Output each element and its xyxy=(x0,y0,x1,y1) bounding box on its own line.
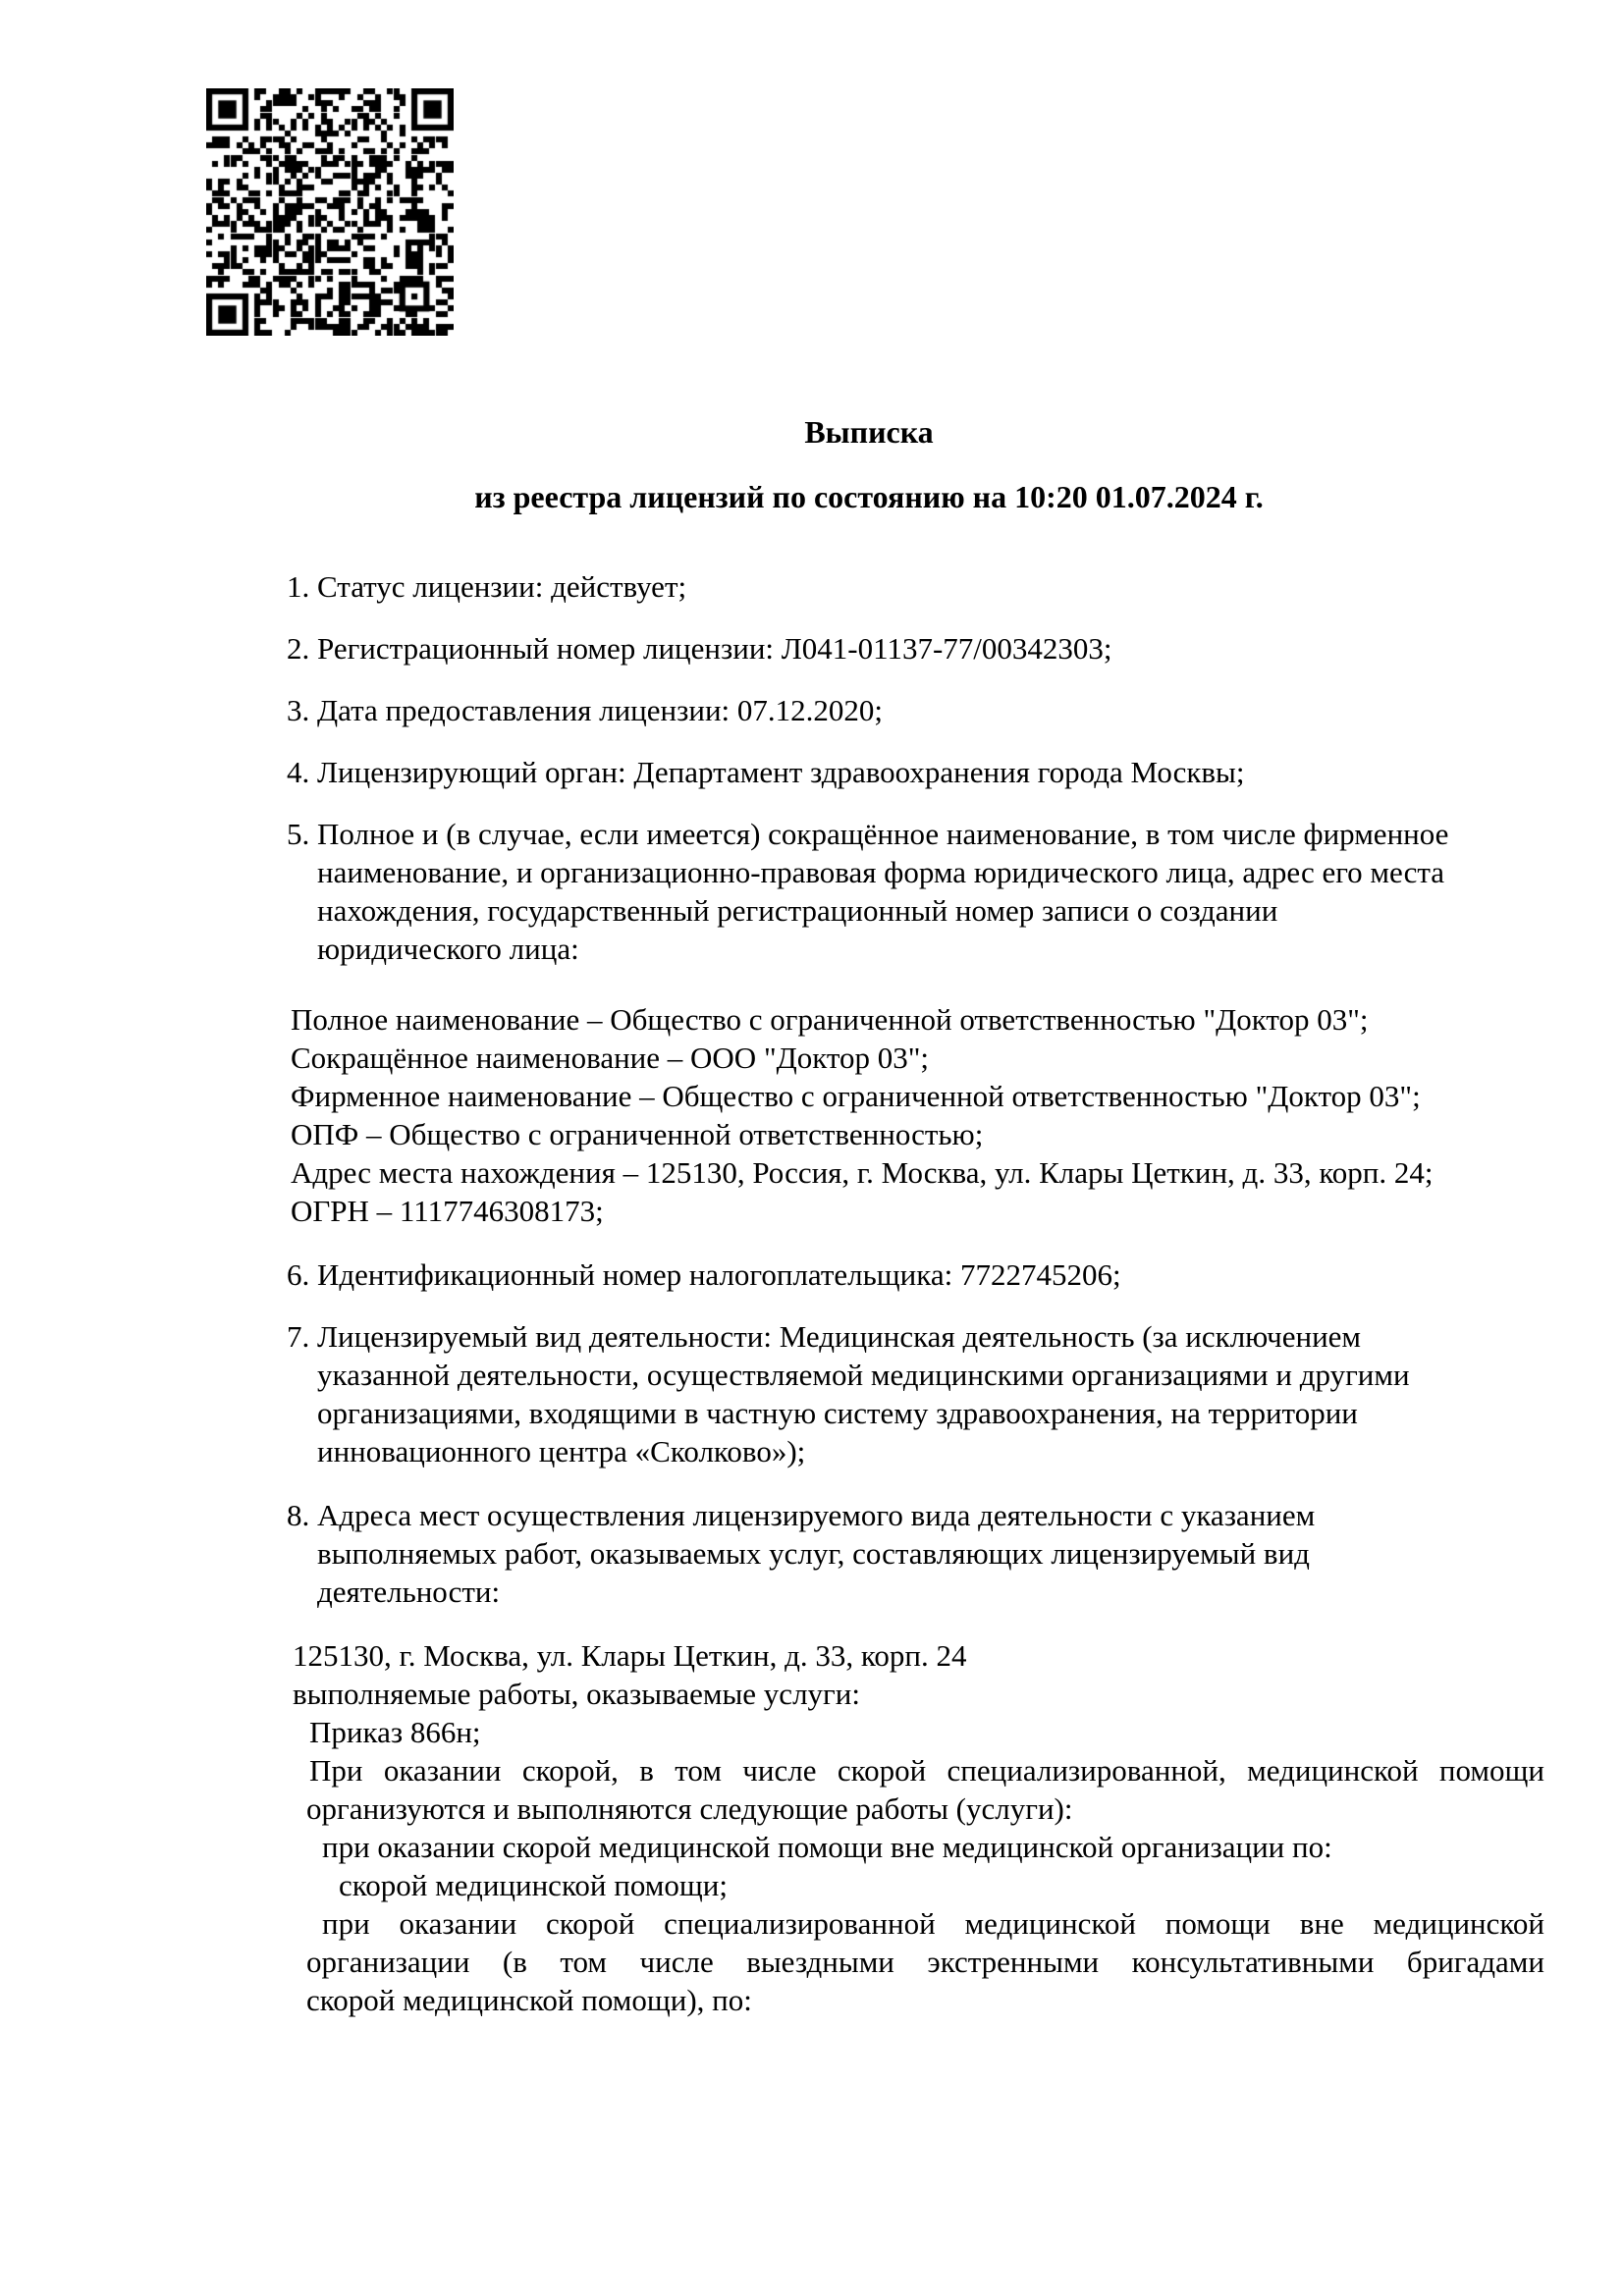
text-line: 4. Лицензирующий орган: Департамент здравоохранения города Москвы; xyxy=(287,755,1245,789)
text-line: деятельности: xyxy=(317,1575,501,1609)
text-line: Сокращённое наименование – ООО "Доктор 03"; xyxy=(291,1041,930,1075)
text-line: выполняемых работ, оказываемых услуг, составляющих лицензируемый вид xyxy=(317,1536,1310,1571)
text-line: при оказании скорой медицинской помощи вне медицинской организации по: xyxy=(322,1830,1332,1864)
text-line: Фирменное наименование – Общество с ограниченной ответственностью "Доктор 03"; xyxy=(291,1079,1421,1113)
licensed-activity-item xyxy=(0,1317,1624,1470)
text-line: наименование, и организационно-правовая форма юридического лица, адрес его места xyxy=(317,855,1445,889)
text-line: ОПФ – Общество с ограниченной ответственностью; xyxy=(291,1117,984,1151)
taxpayer-number-item xyxy=(0,1255,1624,1294)
works-services-block xyxy=(0,1636,1624,2019)
text-line: скорой медицинской помощи), по: xyxy=(306,1983,752,2017)
document-title: Выписка xyxy=(804,414,934,450)
qr-code-icon xyxy=(206,88,454,336)
text-line: нахождения, государственный регистрационный номер записи о создании xyxy=(317,893,1278,928)
text-line: организациями, входящими в частную систему здравоохранения, на территории xyxy=(317,1396,1358,1430)
grant-date-item xyxy=(0,691,1624,729)
text-line: 7. Лицензируемый вид деятельности: Медицинская деятельность (за исключением xyxy=(287,1319,1362,1354)
text-line: 3. Дата предоставления лицензии: 07.12.2020; xyxy=(287,693,884,727)
text-line: выполняемые работы, оказываемые услуги: xyxy=(293,1677,860,1711)
text-line: юридического лица: xyxy=(317,932,579,966)
registration-number-item xyxy=(0,629,1624,667)
licensing-authority-item xyxy=(0,753,1624,791)
text-line: Адрес места нахождения – 125130, Россия, г. Москва, ул. Клары Цеткин, д. 33, корп. 24; xyxy=(291,1155,1434,1190)
text-line: 2. Регистрационный номер лицензии: Л041-01137-77/00342303; xyxy=(287,631,1112,666)
text-line: ОГРН – 1117746308173; xyxy=(291,1194,604,1228)
text-line: 1. Статус лицензии: действует; xyxy=(287,569,687,604)
company-names-block xyxy=(0,1000,1624,1230)
document-body xyxy=(0,567,1624,2019)
text-line: инновационного центра «Сколково»); xyxy=(317,1434,806,1468)
document-subtitle: из реестра лицензий по состоянию на 10:20 01.07.2024 г. xyxy=(474,479,1264,514)
text-line: 8. Адреса мест осуществления лицензируемого вида деятельности с указанием xyxy=(287,1498,1316,1532)
license-status-item xyxy=(0,567,1624,606)
legal-entity-description-item xyxy=(0,815,1624,968)
text-line: При оказании скорой, в том числе скорой специализированной, медицинской помощи xyxy=(309,1753,1544,1788)
text-line: 125130, г. Москва, ул. Клары Цеткин, д. 33, корп. 24 xyxy=(293,1638,967,1673)
text-line: 5. Полное и (в случае, если имеется) сокращённое наименование, в том числе фирменное xyxy=(287,817,1449,851)
text-line: скорой медицинской помощи; xyxy=(339,1868,728,1902)
text-line: указанной деятельности, осуществляемой медицинскими организациями и другими xyxy=(317,1358,1410,1392)
text-line: организации (в том числе выездными экстренными консультативными бригадами xyxy=(306,1945,1544,1979)
activity-addresses-item xyxy=(0,1496,1624,1611)
text-line: 6. Идентификационный номер налогоплательщика: 7722745206; xyxy=(287,1257,1121,1292)
text-line: при оказании скорой специализированной медицинской помощи вне медицинской xyxy=(322,1906,1544,1941)
text-line: Приказ 866н; xyxy=(309,1715,481,1749)
text-line: организуются и выполняются следующие работы (услуги): xyxy=(306,1791,1073,1826)
text-line: Полное наименование – Общество с ограниченной ответственностью "Доктор 03"; xyxy=(291,1002,1369,1037)
